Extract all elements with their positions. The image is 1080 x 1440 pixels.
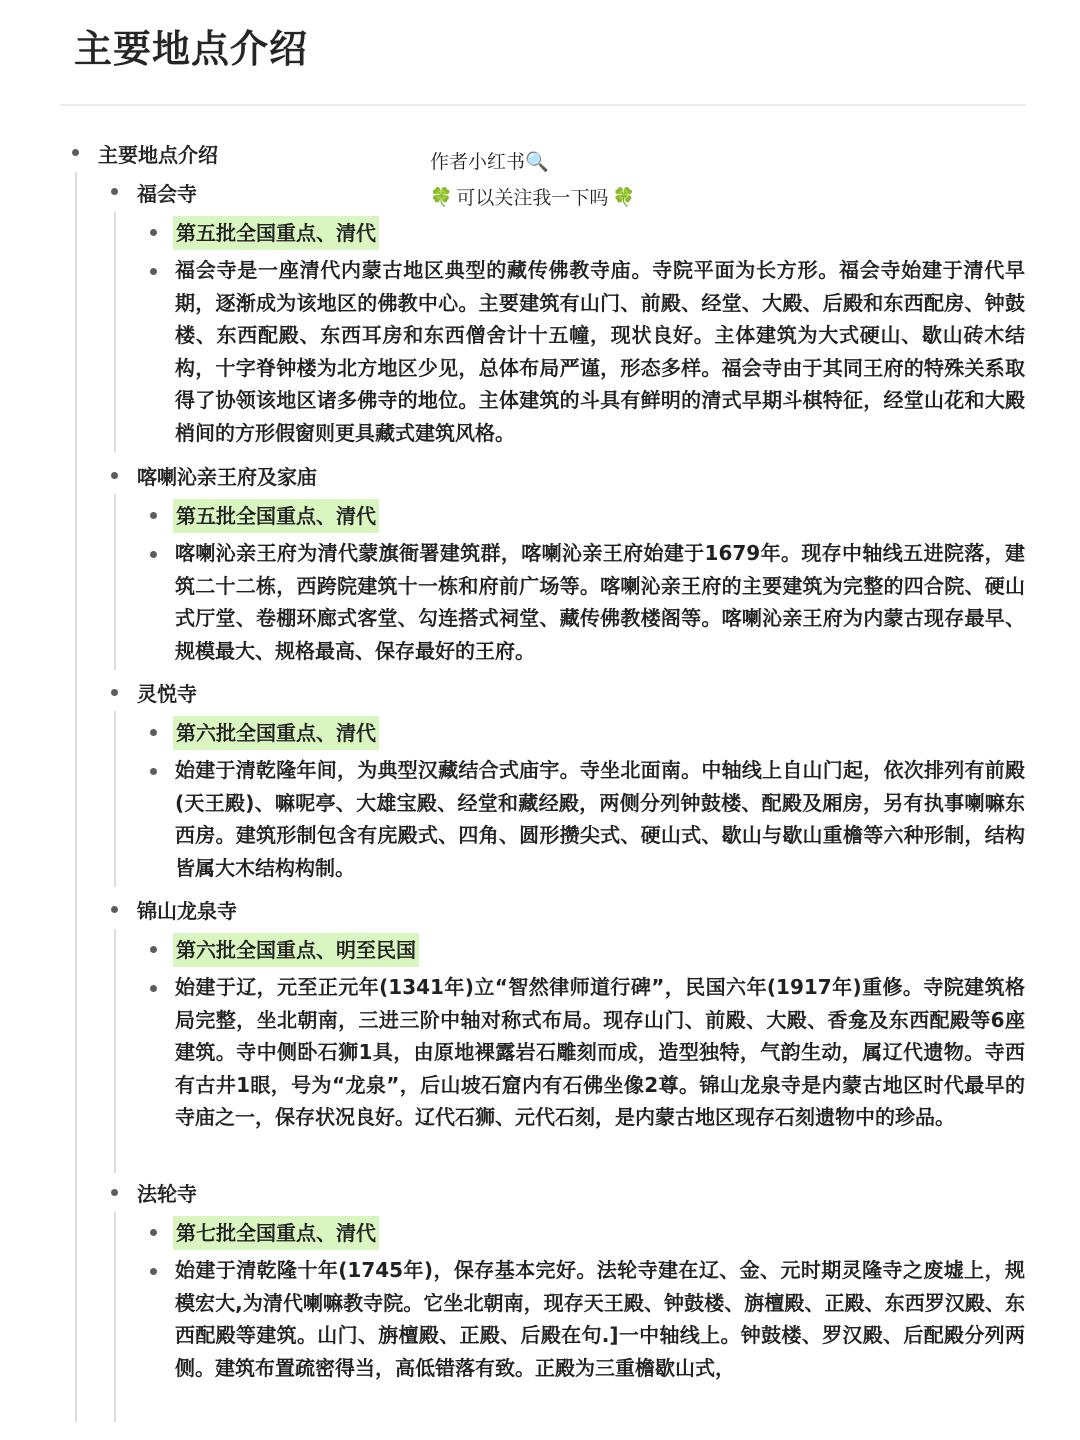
watermark-line-2: [430, 180, 670, 216]
bullet-icon: [111, 472, 118, 479]
watermark-author-text: 作者小红书🔍: [430, 151, 549, 173]
outline-guide-level1: [75, 172, 77, 1422]
site-tag-wrap: [173, 716, 379, 750]
outline-root-item[interactable]: 主要地点介绍: [98, 143, 218, 167]
outline-guide-site-5: [114, 1212, 116, 1422]
outline-guide-site-4: [114, 929, 116, 1173]
clover-icon: 🍀: [430, 187, 453, 208]
bullet-icon: [150, 512, 157, 519]
watermark-line-1: [430, 144, 670, 180]
site-tag-jinshan-longquan: 第六批全国重点、明至民国: [173, 933, 419, 967]
author-watermark: [430, 144, 670, 216]
bullet-icon: [150, 229, 157, 236]
watermark-follow-text: 可以关注我一下吗: [456, 187, 609, 209]
site-tag-fuhui: 第五批全国重点、清代: [173, 216, 379, 250]
site-description-harqin-palace: 喀喇沁亲王府为清代蒙旗衙署建筑群，喀喇沁亲王府始建于1679年。现存中轴线五进院落，建筑二十二栋，西跨院建筑十一栋和府前广场等。喀喇沁亲王府的主要建筑为完整的四合院、硬山式厅堂、卷棚环廊式客堂、勾连搭式祠堂、藏传佛教楼阁等。喀喇沁亲王府为内蒙古现存最早、规模最大、规格最高、保存最好的王府。: [175, 541, 1025, 663]
site-tag-harqin-palace: 第五批全国重点、清代: [173, 499, 379, 533]
bullet-icon: [150, 268, 157, 275]
bullet-icon: [150, 946, 157, 953]
bullet-icon: [111, 1189, 118, 1196]
bullet-icon: [150, 729, 157, 736]
bullet-icon: [111, 188, 118, 195]
clover-icon: 🍀: [612, 187, 635, 208]
bullet-icon: [72, 149, 79, 156]
outline-guide-site-2: [114, 494, 116, 670]
site-tag-wrap: [173, 216, 379, 250]
site-description-jinshan-longquan: 始建于辽，元至正元年(1341年)立“智然律师道行碑”，民国六年(1917年)重修。寺院建筑格局完整，坐北朝南，三进三阶中轴对称式布局。现存山门、前殿、大殿、香龛及东西配殿等6座建筑。寺中侧卧石狮1具，由原地裸露岩石雕刻而成，造型独特，气韵生动，属辽代遗物。寺西有古井1眼，号为“龙泉”，后山坡石窟内有石佛坐像2尊。锦山龙泉寺是内蒙古地区时代最早的寺庙之一，保存状况良好。辽代石狮、元代石刻，是内蒙古地区现存石刻遗物中的珍品。: [175, 975, 1025, 1130]
bullet-icon: [150, 768, 157, 775]
site-description-fuhui: 福会寺是一座清代内蒙古地区典型的藏传佛教寺庙。寺院平面为长方形。福会寺始建于清代早期，逐渐成为该地区的佛教中心。主要建筑有山门、前殿、经堂、大殿、后殿和东西配房、钟鼓楼、东西配殿、东西耳房和东西僧舍计十五幢，现状良好。主体建筑为大式硬山、歇山砖木结构，十字脊钟楼为北方地区少见，总体布局严谨，形态多样。福会寺由于其同王府的特殊关系取得了协领该地区诸多佛寺的地位。主体建筑的斗具有鲜明的清式早期斗棋特征，经堂山花和大殿梢间的方形假窗则更具藏式建筑风格。: [175, 258, 1025, 445]
outline-guide-site-1: [114, 212, 116, 452]
site-name-jinshan-longquan[interactable]: 锦山龙泉寺: [137, 899, 237, 923]
bullet-icon: [150, 551, 157, 558]
site-tag-lingyue: 第六批全国重点、清代: [173, 716, 379, 750]
bullet-icon: [150, 1229, 157, 1236]
site-name-harqin-palace[interactable]: 喀喇沁亲王府及家庙: [137, 465, 317, 489]
outline-guide-site-3: [114, 711, 116, 887]
site-tag-wrap: [173, 933, 419, 967]
bullet-icon: [150, 985, 157, 992]
site-name-lingyue[interactable]: 灵悦寺: [137, 682, 197, 706]
site-tag-wrap: [173, 1216, 379, 1250]
title-divider: [60, 104, 1026, 106]
site-name-falun[interactable]: 法轮寺: [137, 1182, 197, 1206]
page-title: 主要地点介绍: [74, 27, 309, 71]
site-tag-falun: 第七批全国重点、清代: [173, 1216, 379, 1250]
bullet-icon: [111, 689, 118, 696]
bullet-icon: [111, 906, 118, 913]
site-description-falun: 始建于清乾隆十年(1745年)，保存基本完好。法轮寺建在辽、金、元时期灵隆寺之废墟上，规模宏大,为清代喇嘛教寺院。它坐北朝南，现存天王殿、钟鼓楼、旃檀殿、正殿、东西罗汉殿、东西配殿等建筑。山门、旃檀殿、正殿、后殿在句.]一中轴线上。钟鼓楼、罗汉殿、后配殿分列两侧。建筑布置疏密得当，高低错落有致。正殿为三重檐歇山式，: [175, 1258, 1025, 1380]
site-description-lingyue: 始建于清乾隆年间，为典型汉藏结合式庙宇。寺坐北面南。中轴线上自山门起，依次排列有前殿(天王殿)、嘛呢亭、大雄宝殿、经堂和藏经殿，两侧分列钟鼓楼、配殿及厢房，另有执事喇嘛东西房。建筑形制包含有庑殿式、四角、圆形攒尖式、硬山式、歇山与歇山重檐等六种形制，结构皆属大木结构构制。: [175, 758, 1025, 880]
site-name-fuhui[interactable]: 福会寺: [137, 182, 197, 206]
site-tag-wrap: [173, 499, 379, 533]
bullet-icon: [150, 1268, 157, 1275]
